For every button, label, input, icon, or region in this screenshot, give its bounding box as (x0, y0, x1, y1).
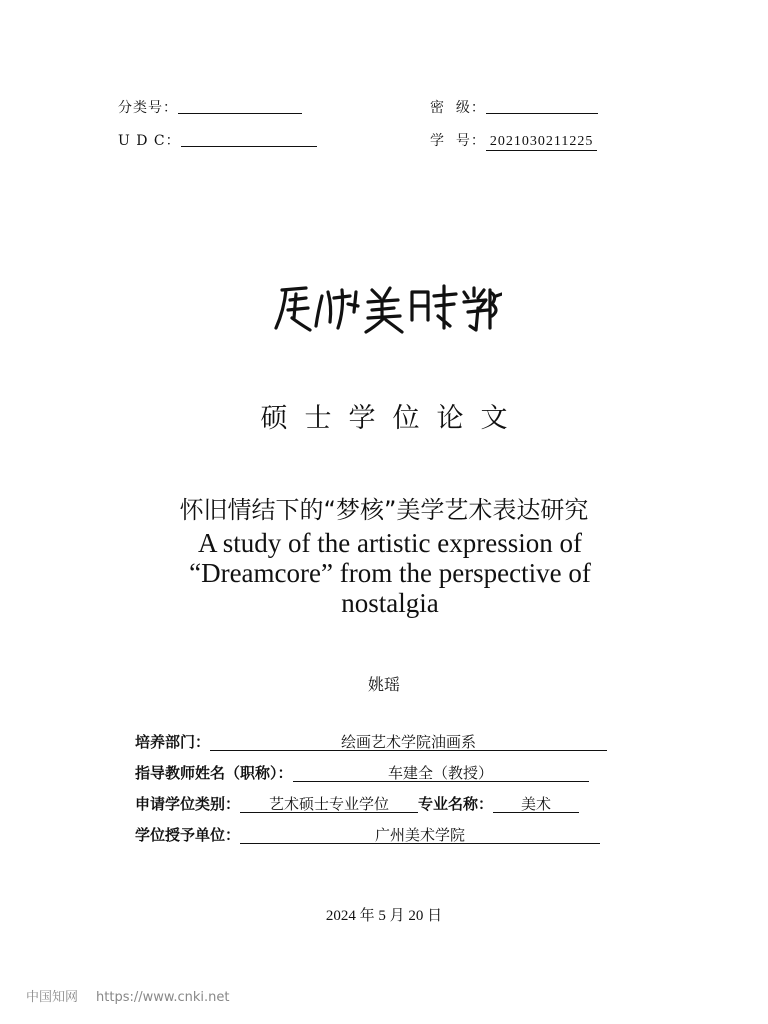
cnki-watermark (26, 986, 247, 1005)
department-row (135, 731, 607, 752)
author-name: 姚瑶 (367, 675, 400, 694)
class-number-blank (178, 99, 302, 114)
student-number-label: 学 号： (430, 133, 486, 149)
udc-row (118, 130, 317, 150)
major-label: 专业名称： (418, 795, 494, 813)
major-value: 美术 (493, 793, 579, 813)
thesis-title-english: A study of the artistic expression of “Dreamcore” from the perspective of nostalgia (189, 528, 591, 618)
grantor-row (135, 824, 600, 845)
class-number-row (118, 97, 302, 117)
secret-level-row (430, 97, 598, 117)
advisor-value: 车建全（教授） (293, 762, 589, 782)
degree-type-value: 艺术硕士专业学位 (240, 793, 418, 813)
advisor-label: 指导教师姓名（职称）： (135, 764, 293, 782)
student-number-value: 2021030211225 (486, 134, 597, 151)
degree-type-row (135, 793, 579, 814)
degree-type-label: 申请学位类别： (135, 795, 241, 813)
grantor-value: 广州美术学院 (240, 824, 600, 844)
udc-label: U D C： (118, 133, 181, 149)
grantor-label: 学位授予单位： (135, 826, 241, 844)
class-number-label: 分类号： (118, 100, 178, 116)
department-label: 培养部门： (135, 733, 211, 751)
school-calligraphy-logo (272, 276, 502, 338)
watermark-url: https://www.cnki.net (96, 990, 230, 1005)
submission-date: 2024 年 5 月 20 日 (325, 908, 443, 924)
secret-level-blank (486, 99, 598, 114)
department-value: 绘画艺术学院油画系 (210, 731, 607, 751)
degree-heading: 硕士学位论文 (260, 403, 525, 434)
udc-blank (181, 132, 317, 147)
advisor-row (135, 762, 589, 783)
secret-level-label: 密 级： (430, 100, 486, 116)
student-number-row (430, 130, 597, 151)
thesis-title-chinese: 怀旧情结下的“梦核”美学艺术表达研究 (179, 496, 589, 524)
watermark-site: 中国知网 (26, 990, 79, 1005)
